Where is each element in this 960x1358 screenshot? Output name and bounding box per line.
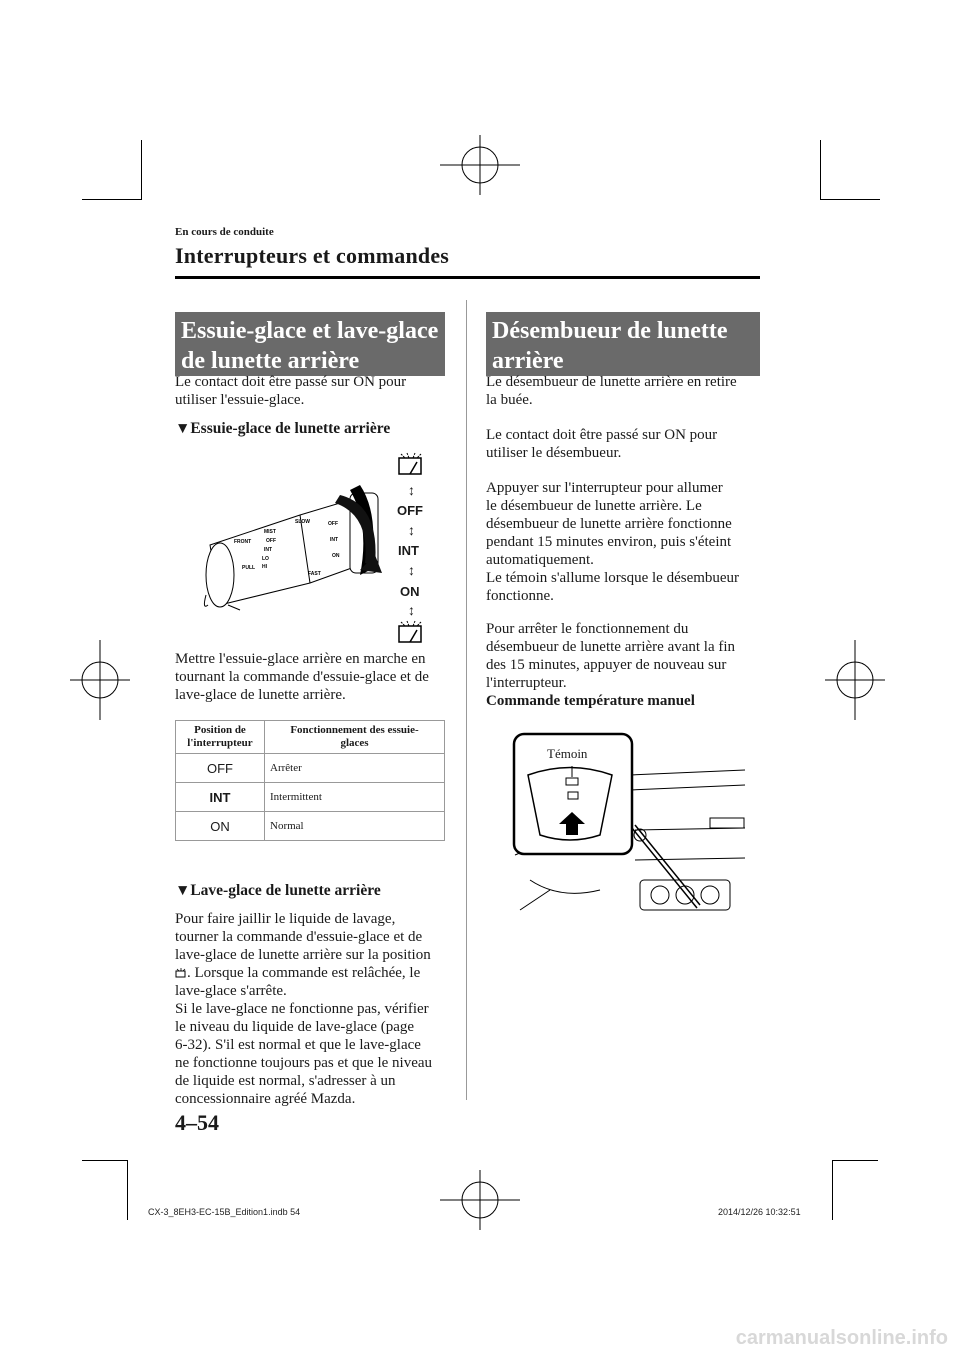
- table-cell-position: ON: [176, 812, 265, 841]
- table-cell-position: INT: [176, 783, 265, 812]
- page-title: Interrupteurs et commandes: [175, 243, 450, 268]
- table-cell-function: Intermittent: [265, 783, 445, 812]
- washer-paragraph: [175, 910, 432, 1108]
- registration-mark-right: [815, 640, 895, 720]
- table-header-function: [265, 721, 445, 754]
- defroster-operation-paragraph: [486, 479, 739, 605]
- text-line: fonctionne.: [486, 588, 554, 604]
- banner-line: de lunette arrière: [181, 348, 360, 374]
- header-rule: [175, 276, 760, 279]
- defroster-intro-paragraph: [486, 373, 737, 409]
- text-line: Appuyer sur l'interrupteur pour allumer: [486, 480, 723, 496]
- column-divider: [466, 300, 467, 1100]
- banner-line: arrière: [492, 348, 564, 374]
- triangle-icon: ▼: [175, 882, 191, 899]
- subhead-rear-washer: [175, 882, 381, 900]
- banner-rear-defroster: [486, 312, 760, 376]
- registration-mark-top: [440, 125, 520, 205]
- text-line: Si le lave-glace ne fonctionne pas, vérifier: [175, 1001, 429, 1017]
- text-line: utiliser le désembueur.: [486, 445, 622, 461]
- header-line: Fonctionnement des essuie-: [290, 724, 419, 736]
- lever-label-hi: HI: [262, 564, 267, 570]
- arrow-updown-icon: ↕: [408, 482, 415, 498]
- header-line: l'interrupteur: [187, 737, 253, 749]
- defroster-figure: [510, 730, 750, 920]
- text-line: 6-32). S'il est normal et que le lave-glace: [175, 1037, 421, 1053]
- arrow-updown-icon: ↕: [408, 562, 415, 578]
- text-line: lave-glace de lunette arrière sur la position: [175, 947, 431, 963]
- arrow-updown-icon: ↕: [408, 602, 415, 618]
- lever-ring-on: ON: [332, 553, 340, 559]
- registration-mark-bottom: [440, 1160, 520, 1240]
- text-line: désembueur de lunette arrière fonctionne: [486, 516, 732, 532]
- table-header-position: [176, 721, 265, 754]
- table-row: [176, 812, 445, 841]
- subhead-rear-wiper: [175, 420, 390, 438]
- text-line: désembueur de lunette arrière avant la fin: [486, 639, 736, 655]
- header-line: glaces: [340, 737, 369, 749]
- lever-ring-off: OFF: [328, 521, 338, 527]
- figure-label-int: INT: [398, 543, 419, 558]
- operation-paragraph: [175, 650, 429, 704]
- defroster-ignition-paragraph: [486, 426, 717, 462]
- text-line: Le contact doit être passé sur ON pour: [486, 427, 718, 443]
- table-cell-function: Arrêter: [265, 754, 445, 783]
- registration-mark-left: [60, 640, 140, 720]
- text-line: la buée.: [486, 392, 533, 408]
- text-line: utiliser l'essuie-glace.: [175, 392, 305, 408]
- banner-line: Essuie-glace et lave-glace: [181, 318, 439, 344]
- text-line: Le témoin s'allume lorsque le désembueur: [486, 570, 740, 586]
- lever-label-int: INT: [264, 547, 273, 553]
- indicator-label: Témoin: [547, 746, 588, 761]
- footer-date: 2014/12/26 10:32:51: [718, 1207, 801, 1217]
- page-number: 4–54: [175, 1110, 219, 1135]
- intro-paragraph: [175, 373, 406, 409]
- rear-washer-icon: [395, 618, 427, 646]
- text-line: Mettre l'essuie-glace arrière en marche en: [175, 651, 426, 667]
- text-line: le niveau du liquide de lave-glace (page: [175, 1019, 415, 1035]
- rear-washer-inline-icon: [175, 967, 187, 978]
- lever-label-mist: MIST: [264, 529, 276, 535]
- lever-label-off: OFF: [266, 538, 276, 544]
- text-fragment: . Lorsque la commande est relâchée, le: [187, 965, 421, 981]
- arrow-updown-icon: ↕: [408, 522, 415, 538]
- table-row: [176, 754, 445, 783]
- text-line: Pour arrêter le fonctionnement du: [486, 621, 689, 637]
- table-cell-function: Normal: [265, 812, 445, 841]
- text-line: des 15 minutes, appuyer de nouveau sur: [486, 657, 727, 673]
- defroster-stop-paragraph: [486, 620, 735, 710]
- lever-label-pull: PULL: [242, 565, 256, 571]
- text-line: le désembueur de lunette arrière. Le: [486, 498, 702, 514]
- subhead-text: Essuie-glace de lunette arrière: [190, 420, 391, 437]
- text-line: ne fonctionne toujours pas et que le niveau: [175, 1055, 433, 1071]
- text-line: Le désembueur de lunette arrière en retire: [486, 374, 737, 390]
- text-line: de liquide est normal, s'adresser à un: [175, 1073, 396, 1089]
- table-cell-position: OFF: [176, 754, 265, 783]
- text-line: lave-glace s'arrête.: [175, 983, 287, 999]
- banner-line: Désembueur de lunette: [492, 318, 728, 344]
- section-label: En cours de conduite: [175, 226, 274, 238]
- rear-wiper-icon: [395, 450, 427, 478]
- figure-label-off: OFF: [397, 503, 423, 518]
- text-line: Pour faire jaillir le liquide de lavage,: [175, 911, 396, 927]
- text-line: tourner la commande d'essuie-glace et de: [175, 929, 423, 945]
- text-line: lave-glace de lunette arrière.: [175, 687, 346, 703]
- lever-label-lo: LO: [262, 556, 269, 562]
- header-line: Position de: [194, 724, 246, 736]
- text-line-bold: Commande température manuel: [486, 693, 695, 709]
- wiper-position-table: [175, 720, 445, 841]
- text-line: Le contact doit être passé sur ON pour: [175, 374, 407, 390]
- lever-label-front: FRONT: [234, 539, 252, 545]
- subhead-text: Lave-glace de lunette arrière: [190, 882, 381, 899]
- lever-ring-int: INT: [330, 537, 339, 543]
- figure-label-on: ON: [400, 584, 420, 599]
- text-line: pendant 15 minutes environ, puis s'éteint: [486, 534, 732, 550]
- table-row: [176, 783, 445, 812]
- text-line: [175, 964, 432, 982]
- watermark: carmanualsonline.info: [735, 1327, 948, 1349]
- banner-rear-wiper: [175, 312, 445, 376]
- text-line: tournant la commande d'essuie-glace et de: [175, 669, 429, 685]
- lever-label-slow: SLOW: [295, 519, 310, 525]
- footer-file: CX-3_8EH3-EC-15B_Edition1.indb 54: [148, 1207, 301, 1217]
- triangle-icon: ▼: [175, 420, 191, 437]
- lever-label-fast: FAST: [308, 571, 321, 577]
- text-line: automatiquement.: [486, 552, 594, 568]
- text-line: concessionnaire agréé Mazda.: [175, 1091, 356, 1107]
- text-line: l'interrupteur.: [486, 675, 567, 691]
- table-header-row: [176, 721, 445, 754]
